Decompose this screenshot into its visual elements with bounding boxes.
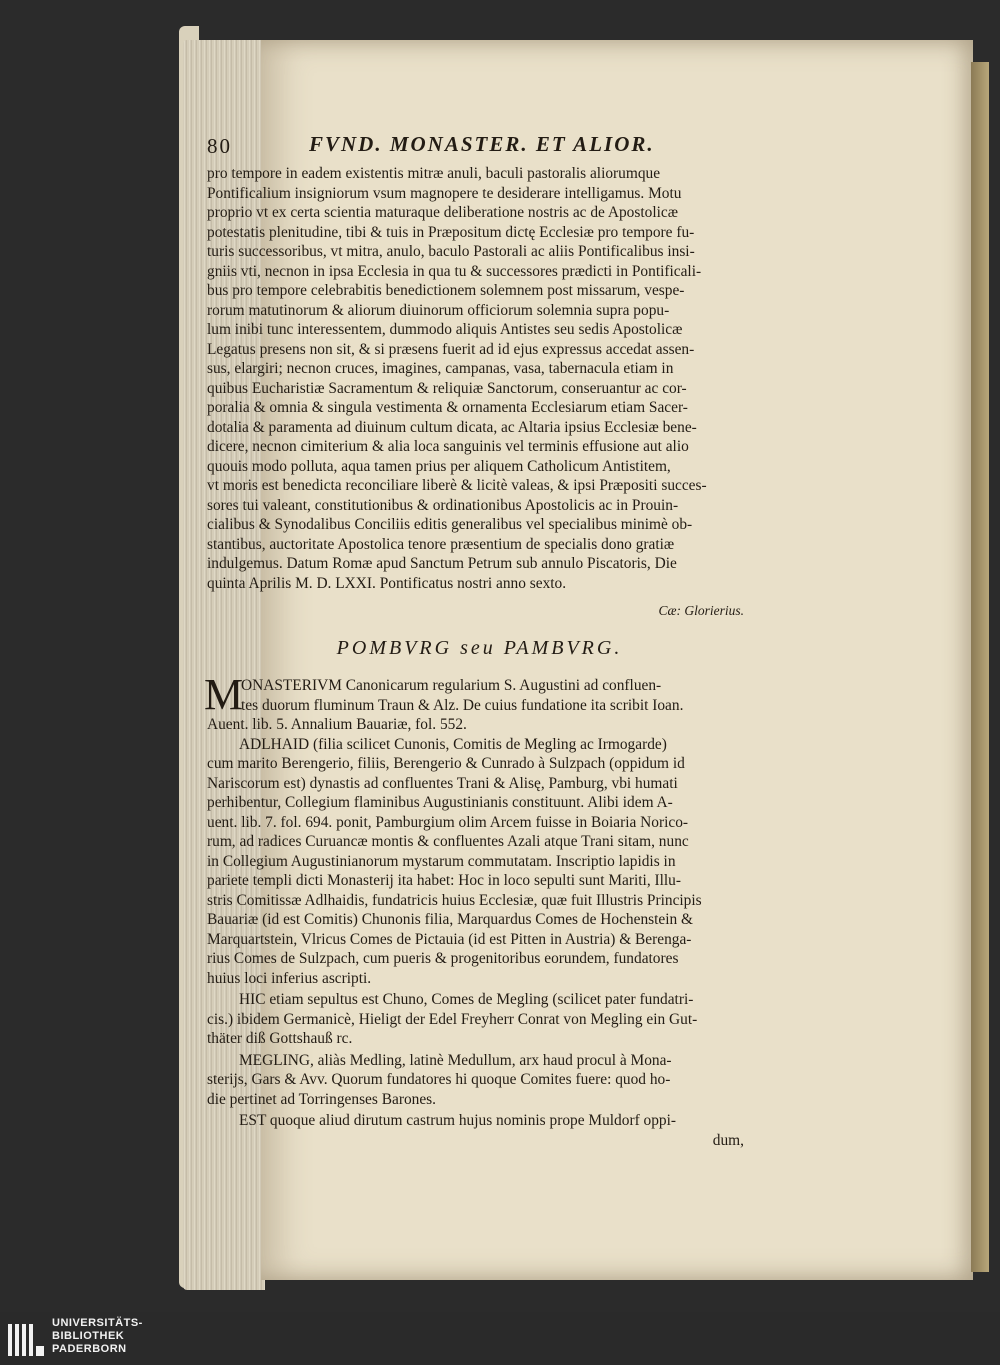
running-title: FVND. MONASTER. ET ALIOR. <box>309 132 655 156</box>
text-line: Bauariæ (id est Comitis) Chunonis filia, Marquardus Comes de Hochenstein & <box>207 911 694 928</box>
text-line: rorum matutinorum & aliorum diuinorum officiorum solemnia supra popu- <box>207 301 670 319</box>
paragraph-megling <box>207 1051 752 1110</box>
text-line: proprio vt ex certa scientia maturaque deliberatione nostris ac de Apostolicæ <box>207 204 678 221</box>
text-line: turis successoribus, vt mitra, anulo, baculo Pastorali ac aliis Pontificalibus insi- <box>207 243 695 260</box>
text-line: HIC etiam sepultus est Chuno, Comes de Megling (scilicet pater fundatri- <box>239 991 694 1008</box>
text-line: sus, elargiri; necnon cruces, imagines, campanas, vasa, tabernacula etiam in <box>207 360 674 377</box>
text-line: indulgemus. Datum Romæ apud Sanctum Petrum sub annulo Piscatoris, Die <box>207 555 677 572</box>
text-line: Nariscorum est) dynastis ad confluentes Trani & Alisę, Pamburg, vbi humati <box>207 774 678 792</box>
text-line: vt moris est benedicta reconciliare liberè & licitè valeas, & ipsi Præpositi succes- <box>207 477 707 494</box>
text-line: Legatus presens non sit, & si præsens fuerit ad id ejus expressus accedat assen- <box>207 340 695 358</box>
text-line: Pontificalium insigniorum vsum magnopere te desiderare intelligamus. Motu <box>207 184 682 202</box>
page-number: 80 <box>207 134 232 158</box>
text-line: huius loci inferius ascripti. <box>207 969 372 987</box>
text-line: tes duorum fluminum Traun & Alz. De cuius fundatione ita scribit Ioan. <box>241 696 684 714</box>
text-line: cum marito Berengerio, filiis, Berengerio & Cunrado à Sulzpach (oppidum id <box>207 755 685 772</box>
section-intro <box>204 670 752 735</box>
paragraph-adlhaid <box>207 735 752 989</box>
page-text <box>204 128 752 1150</box>
text-line: quibus Eucharistiæ Sacramentum & reliquiæ Sanctorum, conseruantur ac cor- <box>207 379 687 397</box>
facing-page-edge <box>971 62 989 1272</box>
paragraph-chuno <box>207 990 752 1049</box>
running-head <box>207 128 752 164</box>
text-line: perhibentur, Collegium flaminibus Augustinianis constituunt. Alibi idem A- <box>207 794 673 811</box>
section-title: POMBVRG seu PAMBVRG. <box>336 637 623 659</box>
text-line: die pertinet ad Torringenses Barones. <box>207 1090 437 1108</box>
text-line: stris Comitissæ Adlhaidis, fundatricis huius Ecclesiæ, quæ fuit Illustris Principis <box>207 891 702 909</box>
text-line: sterijs, Gars & Avv. Quorum fundatores hi quoque Comites fuere: quod ho- <box>207 1071 671 1088</box>
logo-line: UNIVERSITÄTS- <box>52 1317 143 1329</box>
text-line: ADLHAID (filia scilicet Cunonis, Comitis de Megling ac Irmogarde) <box>239 735 667 753</box>
text-line: rius Comes de Sulzpach, cum pueris & progenitoribus eorundem, fundatores <box>207 950 679 967</box>
text-line: in Collegium Augustinianorum mystarum commutatam. Inscriptio lapidis in <box>207 852 676 870</box>
text-line: pariete templi dicti Monasterij ita habet: Hoc in loco sepulti sunt Mariti, Illu- <box>207 872 682 889</box>
text-line: bus pro tempore celebrabitis benedictionem solemnem post missarum, vespe- <box>207 282 685 299</box>
text-line: poralia & omnia & singula vestimenta & ornamenta Ecclesiarum etiam Sacer- <box>207 399 688 416</box>
text-line: stantibus, auctoritate Apostolica tenore præsentium de specialis dono gratiæ <box>207 535 675 553</box>
library-logo <box>0 1312 1000 1365</box>
text-line: dicere, necnon cimiterium & alia loca sanguinis vel terminis effusione aut alio <box>207 438 689 455</box>
library-logo-text <box>52 1317 143 1356</box>
text-line: cis.) ibidem Germanicè, Hieligt der Edel Freyherr Conrat von Megling ein Gut- <box>207 1010 698 1028</box>
drop-cap: M <box>204 670 244 719</box>
papal-brief-text <box>207 164 752 593</box>
library-logo-icon <box>6 1320 46 1360</box>
text-line: pro tempore in eadem existentis mitræ anuli, baculi pastoralis aliorumque <box>207 165 661 182</box>
text-line: sores tui valeant, constitutionibus & ordinationibus Apostolicis ac in Prouin- <box>207 496 679 514</box>
text-line: Auent. lib. 5. Annalium Bauariæ, fol. 552. <box>207 716 467 733</box>
signature: Cæ: Glorierius. <box>658 603 744 618</box>
text-line: MEGLING, aliàs Medling, latinè Medullum, arx haud procul à Mona- <box>239 1051 672 1069</box>
text-line: EST quoque aliud dirutum castrum hujus nominis prope Muldorf oppi- <box>239 1112 677 1129</box>
text-line: potestatis plenitudine, tibi & tuis in Præpositum dictę Ecclesiæ pro tempore fu- <box>207 223 695 241</box>
text-line: dum, <box>712 1131 744 1149</box>
text-line: thäter diß Gottshauß rc. <box>207 1030 353 1047</box>
logo-line: BIBLIOTHEK <box>52 1330 125 1342</box>
text-line: uent. lib. 7. fol. 694. ponit, Pamburgium olim Arcem fuisse in Boiaria Norico- <box>207 813 689 831</box>
text-line: Marquartstein, Vlricus Comes de Pictauia (id est Pitten in Austria) & Berenga- <box>207 930 692 948</box>
paragraph-castrum <box>207 1111 752 1150</box>
text-line: lum inibi tunc interessentem, dummodo aliquis Antistes seu sedis Apostolicæ <box>207 321 683 338</box>
text-line: dotalia & paramenta ad diuinum cultum dicata, ac Altaria ipsius Ecclesiæ bene- <box>207 418 697 436</box>
logo-line: PADERBORN <box>52 1343 127 1355</box>
text-line: quouis modo polluta, aqua tamen prius per aliquem Catholicum Antistitem, <box>207 457 671 475</box>
text-line: rum, ad radices Curuancæ montis & confluentes Azali atque Trani sitam, nunc <box>207 833 689 850</box>
text-line: quinta Aprilis M. D. LXXI. Pontificatus nostri anno sexto. <box>207 574 567 592</box>
text-line: gniis vti, necnon in ipsa Ecclesia in qua tu & successores prædicti in Pontificali- <box>207 262 702 280</box>
text-line: cialibus & Synodalibus Conciliis editis generalibus vel specialibus minimè ob- <box>207 516 693 533</box>
text-line: ONASTERIVM Canonicarum regularium S. Augustini ad confluen- <box>241 677 662 694</box>
